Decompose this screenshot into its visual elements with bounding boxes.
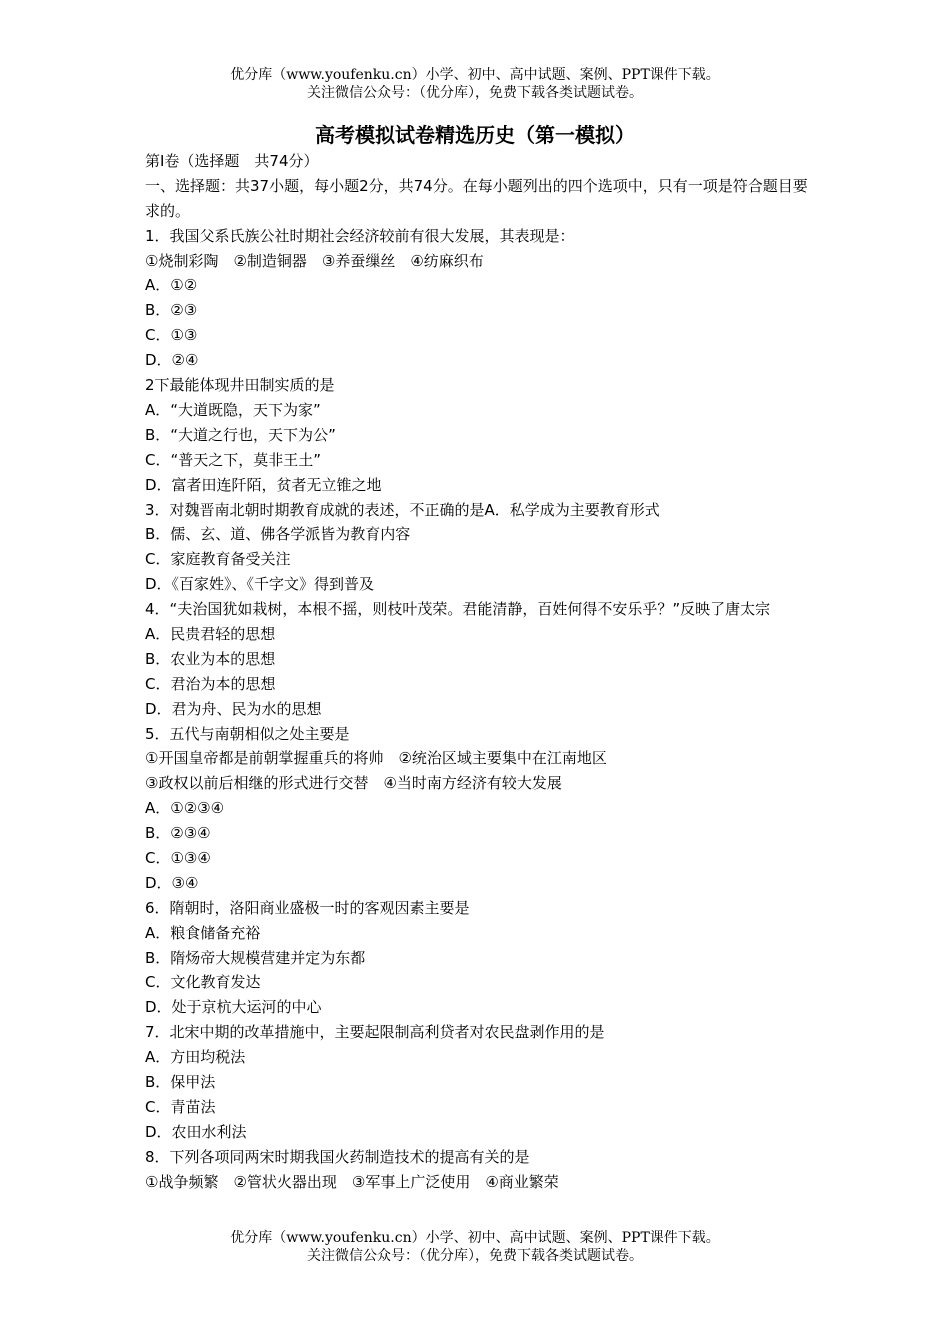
option-d: D．处于京杭大运河的中心 (145, 998, 322, 1017)
option-d: D．富者田连阡陌，贫者无立锥之地 (145, 475, 382, 494)
question-6 (145, 896, 813, 1020)
question-7 (145, 1020, 813, 1144)
question-1 (145, 224, 813, 373)
option-b: B．“大道之行也，天下为公” (145, 425, 336, 444)
footer-banner (0, 1229, 950, 1265)
header-banner (0, 66, 950, 102)
option-d: D．③④ (145, 873, 199, 892)
question-stem: 4．“夫治国犹如栽树，本根不摇，则枝叶茂荣。君能清静，百姓何得不安乐乎？”反映了唐太宗 (145, 600, 771, 619)
question-stem: 1．我国父系氏族公社时期社会经济较前有很大发展，其表现是： (145, 226, 575, 245)
option-b: B．②③ (145, 301, 198, 320)
banner-line-2: 关注微信公众号：（优分库），免费下载各类试题试卷。 (307, 85, 643, 101)
option-a: A．①②③④ (145, 799, 225, 818)
option-c: C．君治为本的思想 (145, 674, 276, 693)
option-a: A．粮食储备充裕 (145, 923, 261, 942)
option-a: A．“大道既隐，天下为家” (145, 400, 321, 419)
option-a: A．方田均税法 (145, 1048, 246, 1067)
option-a: A．民贵君轻的思想 (145, 624, 276, 643)
option-d: D．君为舟、民为水的思想 (145, 699, 322, 718)
question-8 (145, 1145, 813, 1195)
instructions: 一、选择题：共37小题，每小题2分，共74分。在每小题列出的四个选项中，只有一项是符合题目要求的。 (145, 176, 808, 220)
option-c: C．青苗法 (145, 1097, 216, 1116)
question-stem: 6．隋朝时，洛阳商业盛极一时的客观因素主要是 (145, 898, 470, 917)
question-stem: 7．北宋中期的改革措施中，主要起限制高利贷者对农民盘剥作用的是 (145, 1023, 605, 1042)
option-d: D．农田水利法 (145, 1122, 247, 1141)
question-stem: 8．下列各项同两宋时期我国火药制造技术的提高有关的是 (145, 1147, 530, 1166)
question-statement: ③政权以前后相继的形式进行交替 ④当时南方经济有较大发展 (145, 774, 562, 793)
question-statement: ①烧制彩陶 ②制造铜器 ③养蚕缫丝 ④纺麻织布 (145, 251, 484, 270)
question-stem: 3．对魏晋南北朝时期教育成就的表述，不正确的是A．私学成为主要教育形式 (145, 500, 660, 519)
option-b: B．农业为本的思想 (145, 649, 276, 668)
option-b: B．隋炀帝大规模营建并定为东都 (145, 948, 366, 967)
option-b: B．②③④ (145, 824, 211, 843)
option-d: D．《百家姓》、《千字文》得到普及 (145, 575, 375, 594)
option-c: C．①③ (145, 326, 198, 345)
option-c: C．①③④ (145, 848, 211, 867)
option-c: C．“普天之下，莫非王土” (145, 450, 322, 469)
question-statement: ①开国皇帝都是前朝掌握重兵的将帅 ②统治区域主要集中在江南地区 (145, 749, 607, 768)
option-b: B．儒、玄、道、佛各学派皆为教育内容 (145, 525, 411, 544)
exam-body (145, 149, 813, 1194)
question-stem: 5．五代与南朝相似之处主要是 (145, 724, 350, 743)
question-stem: 2下最能体现井田制实质的是 (145, 376, 335, 395)
section-header: 第Ⅰ卷（选择题 共74分） (145, 152, 319, 170)
option-c: C．家庭教育备受关注 (145, 550, 291, 569)
option-a: A．①② (145, 276, 198, 295)
question-4 (145, 597, 813, 721)
question-5 (145, 722, 813, 896)
banner-line-1: 优分库（www.youfenku.cn）小学、初中、高中试题、案例、PPT课件下载。 (230, 67, 720, 83)
page-title: 高考模拟试卷精选历史（第一模拟） (315, 123, 635, 147)
banner-line-1: 优分库（www.youfenku.cn）小学、初中、高中试题、案例、PPT课件下载。 (230, 1230, 720, 1246)
option-b: B．保甲法 (145, 1073, 216, 1091)
question-statement: ①战争频繁 ②管状火器出现 ③军事上广泛使用 ④商业繁荣 (145, 1172, 559, 1191)
question-3 (145, 498, 813, 598)
banner-line-2: 关注微信公众号：（优分库），免费下载各类试题试卷。 (307, 1248, 643, 1264)
option-d: D．②④ (145, 351, 199, 370)
option-c: C．文化教育发达 (145, 973, 261, 992)
question-2 (145, 373, 813, 497)
